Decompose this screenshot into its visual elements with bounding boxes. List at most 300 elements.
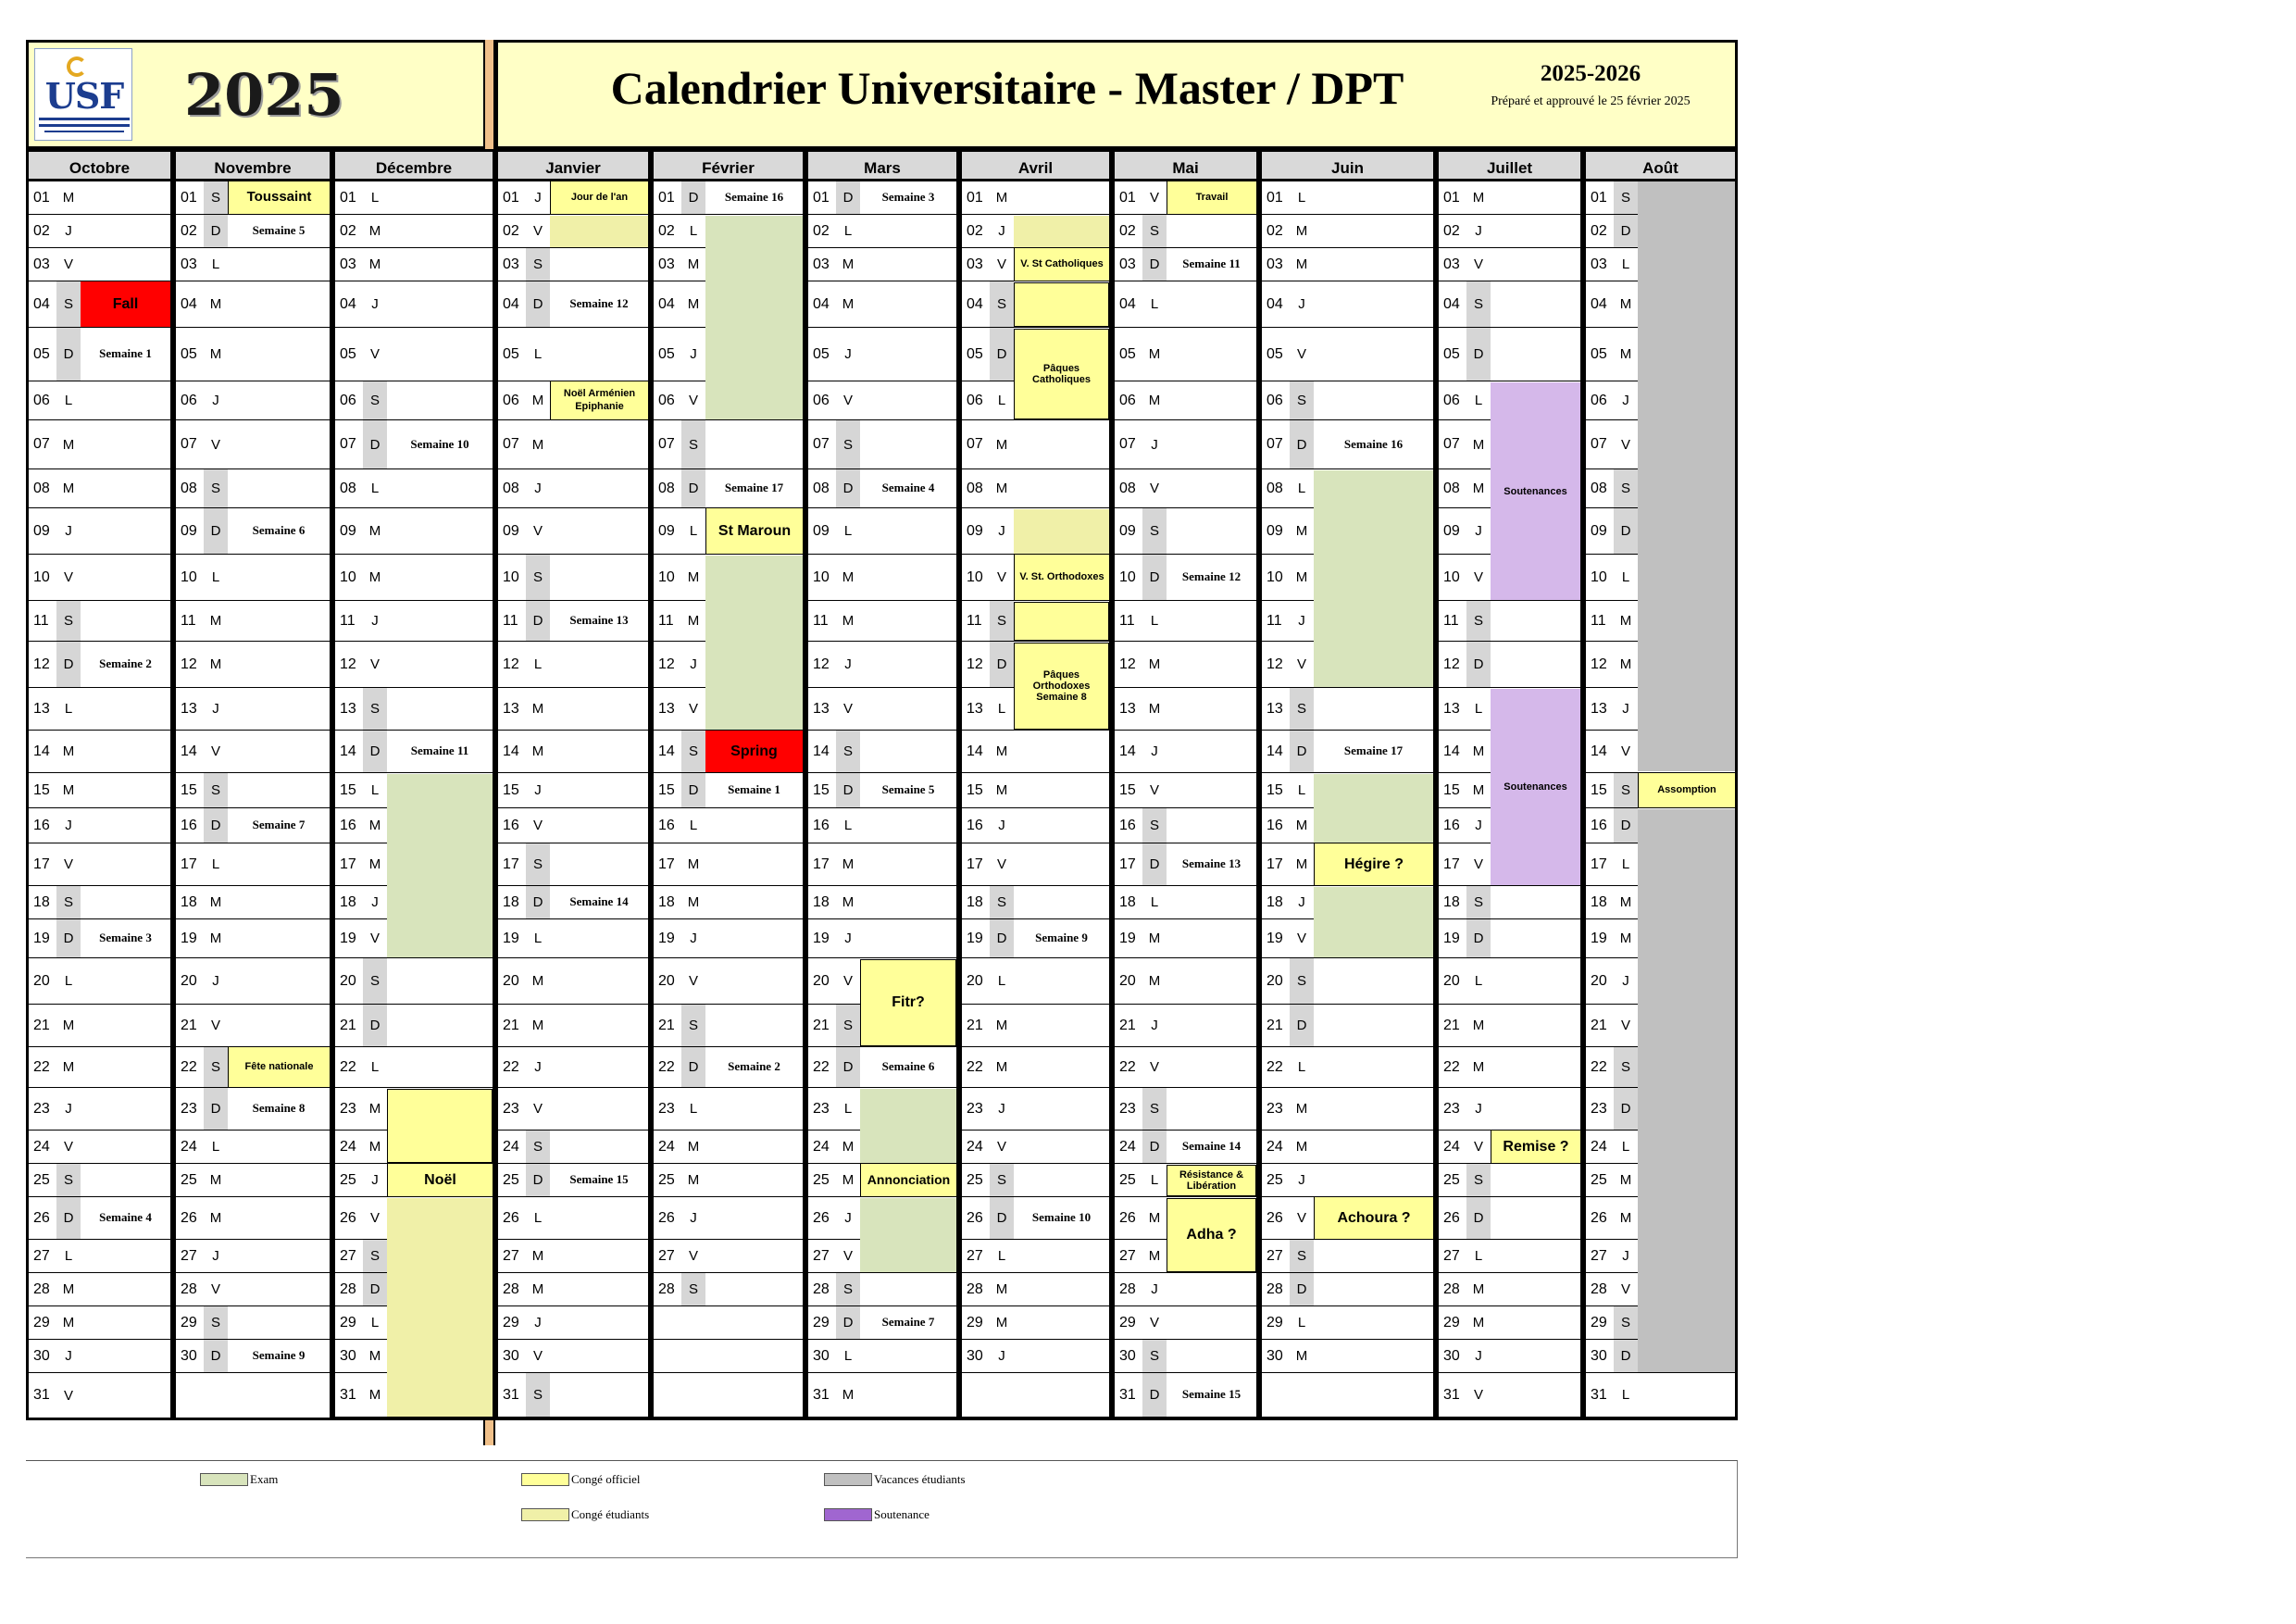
day-cell — [808, 215, 956, 248]
weekday-letter: L — [1297, 481, 1306, 496]
day-cell — [335, 248, 493, 281]
weekday-letter: M — [1148, 656, 1161, 672]
day-cell — [1439, 1240, 1580, 1273]
day-number: 15 — [340, 781, 356, 798]
day-cell — [29, 1240, 170, 1273]
day-cell — [335, 1005, 493, 1047]
day-cell — [1262, 1273, 1433, 1306]
month-header: Octobre — [29, 149, 170, 181]
weekday-letter: M — [62, 1315, 75, 1330]
event-label: St Maroun — [705, 508, 803, 554]
day-number: 12 — [340, 656, 356, 672]
month-header: Décembre — [335, 149, 493, 181]
day-cell — [1262, 688, 1433, 731]
day-cell — [654, 1197, 803, 1240]
weekday-letter: S — [204, 181, 228, 214]
day-cell — [1115, 1088, 1256, 1131]
day-cell — [808, 281, 956, 328]
event-label: Semaine 13 — [1181, 856, 1242, 871]
weekday-letter: S — [56, 1164, 81, 1196]
holiday-block — [387, 1198, 493, 1417]
weekday-letter: V — [210, 743, 220, 759]
day-number: 15 — [181, 781, 197, 798]
day-number: 07 — [181, 436, 197, 452]
event-label: Semaine 13 — [569, 613, 629, 628]
weekday-letter: J — [1622, 701, 1629, 717]
day-number: 15 — [503, 781, 519, 798]
day-number: 16 — [1443, 817, 1460, 833]
day-number: 03 — [33, 256, 50, 272]
day-cell — [654, 843, 803, 886]
day-cell — [498, 328, 648, 381]
day-cell — [1262, 731, 1433, 773]
soutenance-block: Soutenances — [1491, 689, 1580, 885]
day-cell — [808, 181, 956, 215]
weekday-letter: L — [1621, 1387, 1630, 1403]
day-cell — [498, 808, 648, 843]
weekday-letter: L — [843, 523, 853, 539]
month-column — [651, 149, 805, 1420]
day-cell — [335, 688, 493, 731]
day-number: 05 — [1267, 345, 1283, 362]
weekday-letter: M — [368, 256, 381, 272]
day-number: 06 — [1443, 392, 1460, 408]
event-label: Remise ? — [1491, 1131, 1580, 1163]
holiday-block: Résistance & Libération — [1167, 1165, 1256, 1196]
month-column — [1112, 149, 1259, 1420]
weekday-letter: V — [1620, 743, 1630, 759]
weekday-letter: M — [62, 782, 75, 798]
day-number: 09 — [1591, 522, 1607, 539]
day-cell — [176, 555, 330, 601]
weekday-letter: M — [995, 1059, 1008, 1075]
day-number: 08 — [1591, 480, 1607, 496]
day-number: 20 — [1119, 972, 1136, 989]
day-cell — [654, 1088, 803, 1131]
weekday-letter: M — [1619, 1172, 1632, 1188]
day-cell — [498, 1373, 648, 1418]
day-number: 28 — [503, 1280, 519, 1297]
day-cell — [498, 731, 648, 773]
holiday-block — [1014, 282, 1109, 327]
day-number: 14 — [181, 743, 197, 759]
weekday-letter: J — [65, 818, 72, 833]
day-cell — [335, 731, 493, 773]
day-cell — [1439, 1273, 1580, 1306]
day-number: 05 — [33, 345, 50, 362]
legend-label: Soutenance — [874, 1507, 930, 1521]
weekday-letter: J — [1475, 523, 1482, 539]
day-number: 08 — [340, 480, 356, 496]
weekday-letter: V — [1296, 656, 1306, 672]
day-cell — [29, 328, 170, 381]
weekday-letter: L — [370, 1059, 380, 1075]
weekday-letter: D — [204, 1088, 228, 1130]
day-number: 15 — [1119, 781, 1136, 798]
day-number: 12 — [658, 656, 675, 672]
day-number: 09 — [503, 522, 519, 539]
event-label: V. St Catholiques — [1014, 248, 1109, 281]
weekday-letter: M — [209, 656, 222, 672]
weekday-letter: M — [531, 1018, 544, 1033]
day-number: 02 — [33, 222, 50, 239]
day-number: 18 — [1591, 893, 1607, 910]
weekday-letter: V — [369, 1210, 380, 1226]
day-number: 13 — [503, 700, 519, 717]
day-number: 11 — [503, 612, 518, 629]
day-number: 19 — [1119, 930, 1136, 946]
day-number: 20 — [1443, 972, 1460, 989]
event-label: Travail — [1167, 181, 1256, 214]
day-number: 25 — [1443, 1171, 1460, 1188]
weekday-letter: M — [368, 1387, 381, 1403]
day-number: 18 — [1443, 893, 1460, 910]
weekday-letter: M — [368, 1139, 381, 1155]
month-column — [332, 149, 495, 1420]
event-label: Semaine 5 — [252, 223, 306, 238]
day-number: 24 — [1443, 1138, 1460, 1155]
day-number: 26 — [503, 1209, 519, 1226]
day-number: 03 — [658, 256, 675, 272]
day-number: 23 — [813, 1100, 830, 1117]
weekday-letter: S — [1142, 1340, 1167, 1372]
month-column — [26, 149, 173, 1420]
day-cell — [1115, 1340, 1256, 1373]
event-label: Annonciation — [860, 1164, 956, 1196]
event-label: Semaine 14 — [1181, 1139, 1242, 1154]
day-number: 12 — [1119, 656, 1136, 672]
weekday-letter: J — [534, 190, 542, 206]
weekday-letter: S — [56, 601, 81, 641]
day-cell — [176, 601, 330, 642]
weekday-letter: L — [1297, 1059, 1306, 1075]
day-cell — [962, 1273, 1109, 1306]
weekday-letter: V — [532, 523, 543, 539]
day-number: 30 — [1267, 1347, 1283, 1364]
event-label: Semaine 6 — [881, 1059, 935, 1074]
weekday-letter: M — [842, 856, 855, 872]
weekday-letter: J — [371, 894, 379, 910]
day-number: 22 — [658, 1058, 675, 1075]
day-cell — [1115, 919, 1256, 958]
weekday-letter: L — [843, 1348, 853, 1364]
day-number: 21 — [658, 1017, 675, 1033]
day-number: 30 — [1119, 1347, 1136, 1364]
day-cell — [335, 381, 493, 420]
weekday-letter: S — [526, 555, 550, 600]
day-number: 01 — [340, 189, 356, 206]
weekday-letter: L — [64, 701, 73, 717]
day-number: 08 — [967, 480, 983, 496]
event-label: Semaine 3 — [99, 931, 152, 945]
day-cell — [808, 328, 956, 381]
weekday-letter: D — [836, 469, 860, 507]
weekday-letter: D — [204, 508, 228, 554]
day-cell — [29, 773, 170, 808]
event-label: Fall — [81, 281, 170, 327]
day-number: 17 — [503, 856, 519, 872]
day-number: 23 — [1119, 1100, 1136, 1117]
day-number: 22 — [340, 1058, 356, 1075]
weekday-letter: M — [842, 1139, 855, 1155]
day-cell — [654, 1005, 803, 1047]
day-cell — [29, 215, 170, 248]
day-number: 05 — [1443, 345, 1460, 362]
weekday-letter: M — [995, 436, 1008, 453]
day-number: 03 — [1267, 256, 1283, 272]
day-number: 13 — [1267, 700, 1283, 717]
weekday-letter: V — [1473, 569, 1483, 585]
event-label: Semaine 9 — [252, 1348, 306, 1363]
day-cell — [498, 1005, 648, 1047]
day-number: 24 — [33, 1138, 50, 1155]
day-number: 20 — [1591, 972, 1607, 989]
day-number: 28 — [658, 1280, 675, 1297]
day-number: 17 — [967, 856, 983, 872]
month-header: Juillet — [1439, 149, 1580, 181]
day-number: 14 — [1443, 743, 1460, 759]
weekday-letter: L — [1150, 613, 1159, 629]
weekday-letter: M — [1148, 1248, 1161, 1264]
event-label: Semaine 12 — [1181, 569, 1242, 584]
day-number: 15 — [1267, 781, 1283, 798]
weekday-letter: S — [1466, 886, 1491, 918]
day-number: 31 — [340, 1386, 356, 1403]
day-number: 03 — [340, 256, 356, 272]
holiday-block — [1014, 216, 1109, 247]
day-number: 29 — [1119, 1314, 1136, 1330]
day-cell — [808, 381, 956, 420]
day-number: 17 — [813, 856, 830, 872]
weekday-letter: S — [1142, 1088, 1167, 1130]
weekday-letter: M — [1295, 818, 1308, 833]
weekday-letter: J — [534, 1315, 542, 1330]
weekday-letter: V — [1473, 256, 1483, 272]
day-cell — [335, 958, 493, 1005]
legend-swatch — [521, 1473, 569, 1486]
day-number: 20 — [813, 972, 830, 989]
day-number: 20 — [503, 972, 519, 989]
weekday-letter: L — [997, 393, 1006, 408]
weekday-letter: M — [1295, 1348, 1308, 1364]
day-cell — [654, 508, 803, 555]
day-cell — [962, 1340, 1109, 1373]
day-number: 29 — [181, 1314, 197, 1330]
month-header: Juin — [1262, 149, 1433, 181]
day-number: 25 — [813, 1171, 830, 1188]
event-label: Semaine 4 — [99, 1210, 152, 1225]
weekday-letter: D — [204, 808, 228, 843]
day-cell — [808, 773, 956, 808]
weekday-letter: M — [62, 1018, 75, 1033]
day-number: 04 — [1119, 295, 1136, 312]
weekday-letter: M — [209, 1172, 222, 1188]
weekday-letter: S — [363, 958, 387, 1004]
weekday-letter: M — [1619, 296, 1632, 312]
day-number: 05 — [1119, 345, 1136, 362]
weekday-letter: M — [1472, 481, 1485, 496]
weekday-letter: D — [1290, 1005, 1314, 1046]
weekday-letter: M — [995, 1018, 1008, 1033]
weekday-letter: D — [56, 328, 81, 381]
exam-block — [1314, 887, 1433, 957]
day-number: 06 — [1267, 392, 1283, 408]
legend — [26, 1460, 1738, 1558]
day-cell — [29, 808, 170, 843]
day-cell — [29, 508, 170, 555]
day-cell — [962, 843, 1109, 886]
day-number: 22 — [967, 1058, 983, 1075]
day-cell — [176, 1273, 330, 1306]
day-number: 07 — [813, 436, 830, 452]
weekday-letter: M — [368, 1348, 381, 1364]
day-number: 03 — [181, 256, 197, 272]
weekday-letter: J — [844, 1210, 852, 1226]
day-cell — [654, 1240, 803, 1273]
weekday-letter: V — [1149, 1315, 1159, 1330]
day-number: 14 — [503, 743, 519, 759]
event-label: Toussaint — [228, 181, 330, 214]
month-column — [173, 149, 332, 1420]
day-cell — [1115, 555, 1256, 601]
day-cell — [962, 919, 1109, 958]
weekday-letter: S — [1614, 1306, 1638, 1339]
weekday-letter: J — [212, 701, 219, 717]
logo-rule — [39, 118, 130, 120]
legend-swatch — [824, 1473, 872, 1486]
day-cell — [29, 601, 170, 642]
day-number: 25 — [503, 1171, 519, 1188]
day-number: 18 — [181, 893, 197, 910]
day-number: 19 — [181, 930, 197, 946]
weekday-letter: M — [1148, 1210, 1161, 1226]
event-label: Semaine 1 — [728, 782, 780, 797]
day-number: 25 — [33, 1171, 50, 1188]
weekday-letter: J — [65, 223, 72, 239]
weekday-letter: V — [210, 1018, 220, 1033]
day-number: 12 — [33, 656, 50, 672]
day-number: 10 — [658, 568, 675, 585]
weekday-letter: M — [687, 1172, 700, 1188]
day-number: 13 — [967, 700, 983, 717]
day-number: 24 — [1591, 1138, 1607, 1155]
weekday-letter: L — [689, 818, 698, 833]
soutenance-block: Soutenances — [1491, 382, 1580, 600]
day-number: 10 — [967, 568, 983, 585]
weekday-letter: V — [210, 436, 220, 453]
day-number: 22 — [1443, 1058, 1460, 1075]
event-label: Assomption — [1638, 773, 1735, 807]
day-cell — [1115, 381, 1256, 420]
day-number: 28 — [813, 1280, 830, 1297]
day-cell — [962, 1240, 1109, 1273]
day-cell — [808, 1340, 956, 1373]
weekday-letter: S — [1614, 181, 1638, 214]
day-cell — [654, 886, 803, 919]
weekday-letter: S — [990, 601, 1014, 641]
day-number: 07 — [658, 436, 675, 452]
day-number: 18 — [1119, 893, 1136, 910]
weekday-letter: M — [687, 856, 700, 872]
weekday-letter: V — [842, 1248, 853, 1264]
day-cell — [29, 1005, 170, 1047]
day-cell — [1115, 958, 1256, 1005]
weekday-letter: V — [63, 569, 73, 585]
event-label: Semaine 3 — [881, 190, 935, 205]
weekday-letter: V — [63, 1139, 73, 1155]
event-label: Semaine 4 — [881, 481, 935, 495]
day-number: 01 — [181, 189, 197, 206]
day-number: 10 — [1443, 568, 1460, 585]
weekday-letter: S — [836, 1273, 860, 1305]
day-number: 05 — [181, 345, 197, 362]
weekday-letter: D — [836, 773, 860, 807]
day-number: 27 — [33, 1247, 50, 1264]
day-number: 08 — [33, 480, 50, 496]
day-number: 11 — [813, 612, 829, 629]
day-number: 04 — [658, 295, 675, 312]
weekday-letter: D — [56, 1197, 81, 1239]
weekday-letter: S — [836, 420, 860, 468]
day-cell — [808, 808, 956, 843]
legend-swatch — [521, 1508, 569, 1521]
weekday-letter: M — [1472, 1315, 1485, 1330]
weekday-letter: V — [842, 393, 853, 408]
weekday-letter: S — [1290, 958, 1314, 1004]
day-number: 23 — [33, 1100, 50, 1117]
day-number: 16 — [503, 817, 519, 833]
weekday-letter: M — [368, 818, 381, 833]
day-number: 23 — [340, 1100, 356, 1117]
day-number: 06 — [1591, 392, 1607, 408]
day-number: 15 — [967, 781, 983, 798]
day-cell — [176, 1047, 330, 1088]
day-number: 08 — [1267, 480, 1283, 496]
event-label: Semaine 11 — [410, 743, 469, 758]
day-number: 02 — [813, 222, 830, 239]
weekday-letter: J — [998, 223, 1005, 239]
weekday-letter: L — [211, 256, 220, 272]
day-cell — [176, 773, 330, 808]
event-label: Semaine 12 — [569, 296, 629, 311]
weekday-letter: S — [526, 843, 550, 885]
weekday-letter: D — [526, 281, 550, 327]
weekday-letter: L — [1150, 296, 1159, 312]
day-number: 14 — [1591, 743, 1607, 759]
weekday-letter: M — [995, 782, 1008, 798]
weekday-letter: D — [1290, 420, 1314, 468]
day-cell — [498, 1088, 648, 1131]
day-number: 25 — [1591, 1171, 1607, 1188]
event-label: Semaine 2 — [728, 1059, 780, 1074]
day-cell — [498, 1131, 648, 1164]
weekday-letter: M — [687, 256, 700, 272]
day-number: 25 — [1119, 1171, 1136, 1188]
weekday-letter: L — [64, 393, 73, 408]
event-label: Semaine 15 — [569, 1172, 629, 1187]
month-column — [495, 149, 651, 1420]
day-number: 10 — [181, 568, 197, 585]
day-number: 14 — [813, 743, 830, 759]
weekday-letter: M — [995, 481, 1008, 496]
weekday-letter: L — [843, 818, 853, 833]
day-cell — [808, 1273, 956, 1306]
weekday-letter: S — [990, 281, 1014, 327]
weekday-letter: J — [1622, 393, 1629, 408]
day-cell — [29, 688, 170, 731]
weekday-letter: V — [996, 569, 1006, 585]
day-cell — [1115, 420, 1256, 469]
